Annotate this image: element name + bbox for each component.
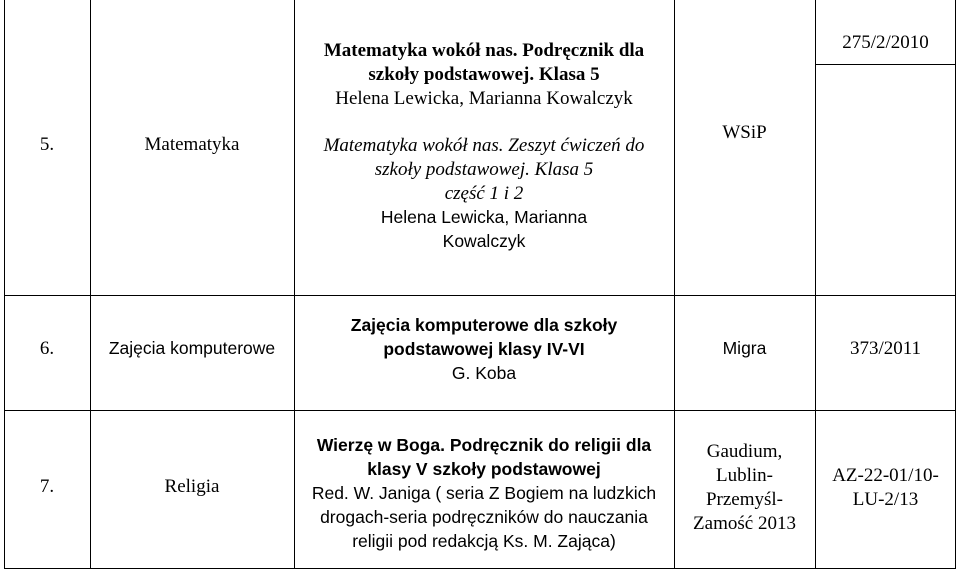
row-divider <box>815 64 956 65</box>
approval-number: 275/2/2010 <box>842 32 929 53</box>
publisher: Gaudium, <box>706 441 783 462</box>
workbook-title: Matematyka wokół nas. Zeszyt ćwiczeń do <box>323 135 645 156</box>
approval-number: 373/2011 <box>849 338 922 359</box>
workbook-authors: Kowalczyk <box>442 231 526 251</box>
textbook-authors: Helena Lewicka, Marianna Kowalczyk <box>335 88 633 109</box>
publisher: Lublin- <box>716 465 773 486</box>
subject-name: Matematyka <box>144 134 240 155</box>
approval-number: AZ-22-01/10- <box>832 465 939 486</box>
row-divider <box>4 410 956 411</box>
textbook-title: szkoły podstawowej. Klasa 5 <box>368 64 600 85</box>
publisher: Zamość 2013 <box>693 513 796 534</box>
approval-number: LU-2/13 <box>852 489 919 510</box>
row-number: 7. <box>39 476 55 497</box>
book-editor: religii pod redakcją Ks. M. Zająca) <box>352 531 616 551</box>
subject-name: Zajęcia komputerowe <box>108 338 276 358</box>
workbook-title: część 1 i 2 <box>444 183 524 204</box>
book-title: Wierzę w Boga. Podręcznik do religii dla <box>316 435 652 455</box>
publisher: Migra <box>722 338 767 358</box>
textbook-title: Matematyka wokół nas. Podręcznik dla <box>323 40 645 61</box>
row-number: 6. <box>39 338 55 359</box>
row-divider <box>4 295 956 296</box>
book-editor: Red. W. Janiga ( seria Z Bogiem na ludzkich <box>311 483 657 503</box>
workbook-title: szkoły podstawowej. Klasa 5 <box>374 159 594 180</box>
workbook-authors: Helena Lewicka, Marianna <box>380 207 588 227</box>
book-title: Zajęcia komputerowe dla szkoły <box>350 315 618 335</box>
row-number: 5. <box>39 134 55 155</box>
book-authors: G. Koba <box>451 363 517 383</box>
book-title: klasy V szkoły podstawowej <box>367 459 601 479</box>
book-editor: drogach-seria podręczników do nauczania <box>320 507 648 527</box>
publisher: Przemyśl- <box>705 489 784 510</box>
publisher: WSiP <box>722 122 767 143</box>
book-title: podstawowej klasy IV-VI <box>383 339 585 359</box>
subject-name: Religia <box>164 476 220 497</box>
